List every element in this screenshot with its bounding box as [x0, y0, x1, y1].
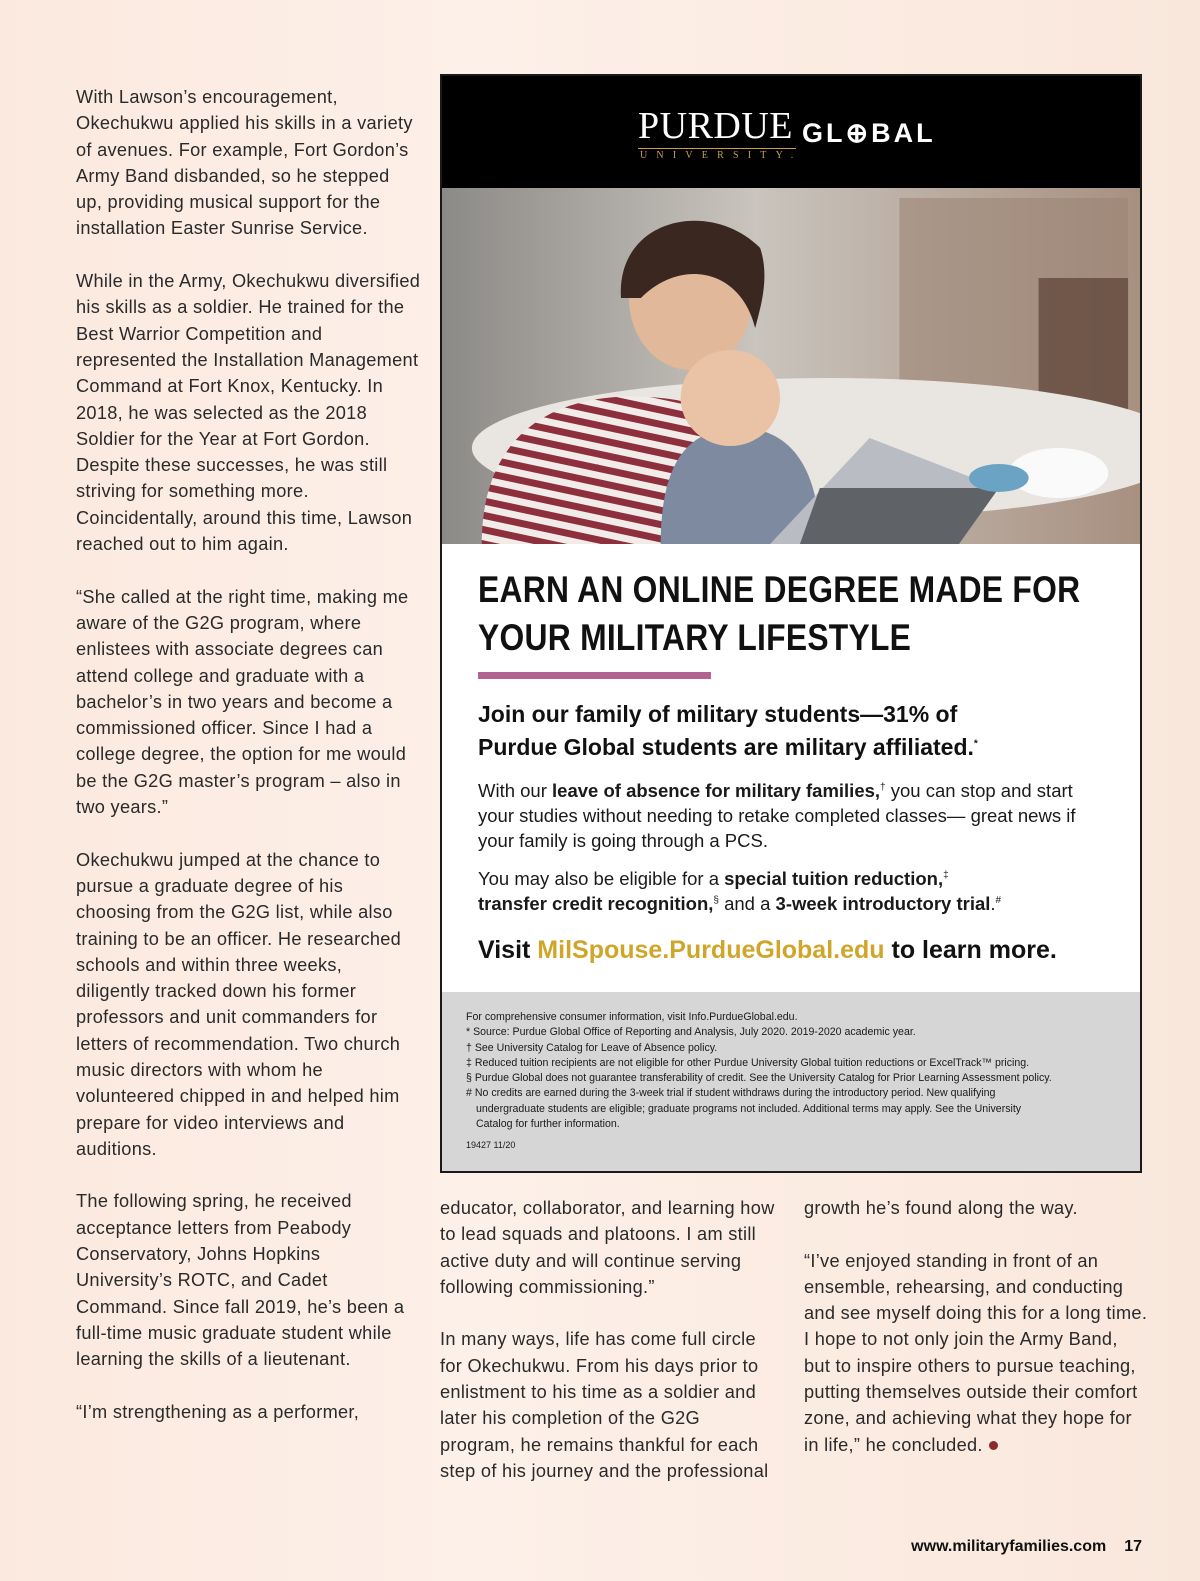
paragraph: educator, collaborator, and learning how to lead squads and platoons. I am still active duty and will continue serving following commissioning.” — [440, 1198, 775, 1297]
disclaimer-line: Catalog for further information. — [476, 1118, 620, 1131]
ad-subhead — [478, 698, 1098, 764]
footer-url-link[interactable]: www.militaryfamilies.com — [911, 1538, 1107, 1555]
paragraph: “I’m strengthening as a performer, — [76, 1401, 360, 1422]
disclaimer-line: # No credits are earned during the 3-week trial if student withdraws during the introductory period. New qualifying — [466, 1087, 996, 1100]
ad-disclaimer — [442, 992, 1140, 1173]
paragraph: In many ways, life has come full circle for Okechukwu. From his days prior to enlistment to his time as a soldier and later his completion of the G2G program, he remains thankful for each step of his journey and the professional — [440, 1329, 769, 1481]
article-column-1 — [76, 84, 421, 1451]
disclaimer-line: For comprehensive consumer information, visit Info.PurdueGlobal.edu. — [466, 1011, 798, 1023]
body-text: . — [990, 893, 996, 914]
paragraph: With Lawson’s encouragement, Okechukwu applied his skills in a variety of avenues. For example, Fort Gordon’s Army Band disbanded, so he stepped up, providing musical support for the installation Easter Sunrise Service. — [76, 87, 413, 239]
body-text: You may also be eligible for a — [478, 868, 725, 889]
logo-rule — [638, 148, 796, 149]
subhead-line: Join our family of military students—31% of — [478, 701, 958, 727]
ad-header — [442, 76, 1140, 188]
cta-text: Visit — [478, 936, 538, 964]
disclaimer-line: † See University Catalog for Leave of Absence policy. — [466, 1041, 718, 1054]
disclaimer-line: * Source: Purdue Global Office of Reporting and Analysis, July 2020. 2019-2020 academic year. — [466, 1026, 916, 1039]
footnote-mark: # — [995, 894, 1002, 906]
body-text: and a — [718, 893, 776, 914]
body-text: With our — [478, 780, 553, 801]
ad-body-paragraph — [478, 866, 1098, 916]
subhead-line — [478, 731, 1098, 764]
paragraph: While in the Army, Okechukwu diversified his skills as a soldier. He trained for the Best Warrior Competition and represented the Installation Management Command at Fort Knox, Kentucky. In 2018, he was selected as the 2018 Soldier for the Year at Fort Gordon. Despite these successes, he was still striving for something more. Coincidentally, around this time, Lawson reached out to him again. — [76, 271, 421, 555]
paragraph: The following spring, he received acceptance letters from Peabody Conservatory, Johns Hopkins University’s ROTC, and Cadet Command. Since fall 2019, he’s been a full-time music graduate student while learning the skills of a lieutenant. — [76, 1191, 405, 1370]
article-column-2 — [440, 1195, 780, 1511]
body-bold-text: 3-week introductory trial — [775, 893, 991, 914]
subhead-line-text: Purdue Global students are military affiliated. — [478, 734, 974, 760]
purdue-global-advertisement — [440, 74, 1142, 1173]
footnote-mark: § — [713, 894, 719, 906]
ad-headline — [478, 566, 1081, 662]
headline-line: EARN AN ONLINE DEGREE MADE FOR — [478, 569, 1081, 610]
footnote-mark: * — [973, 738, 978, 750]
footnote-mark: ‡ — [943, 869, 949, 881]
body-text: you can stop and start your studies without needing to retake completed classes— great news if your family is going through a PCS. — [478, 780, 1076, 851]
closing-paragraph-text: “I’ve enjoyed standing in front of an ensemble, rehearsing, and conducting and see myself doing this for a long time. I hope to not only join the Army Band, but to inspire others to pursue teaching, putting themselves outside their comfort zone, and achieving what they hope for in life,” he concluded. — [804, 1250, 1148, 1455]
disclaimer-line: § Purdue Global does not guarantee transferability of credit. See the University Catalog for Prior Learning Assessment policy. — [466, 1072, 1052, 1085]
logo-university-text: UNIVERSITY. — [640, 150, 803, 161]
ad-code: 19427 11/20 — [466, 1140, 516, 1151]
footnote-mark: † — [880, 781, 886, 793]
ad-call-to-action — [478, 936, 1118, 965]
body-bold-text: special tuition reduction, — [724, 868, 944, 889]
headline-line: YOUR MILITARY LIFESTYLE — [478, 617, 912, 658]
body-bold-text: transfer credit recognition, — [478, 893, 714, 914]
disclaimer-line: undergraduate students are eligible; graduate programs not included. Additional terms may apply. See the University — [476, 1102, 1022, 1115]
mother-and-baby-laptop-photo — [442, 188, 1140, 544]
article-column-3 — [804, 1195, 1149, 1484]
page-number: 17 — [1124, 1538, 1142, 1555]
ad-body-paragraph — [478, 778, 1098, 853]
page-footer — [911, 1538, 1142, 1556]
cta-url-link[interactable]: MilSpouse.PurdueGlobal.edu — [537, 936, 885, 964]
end-mark-icon — [989, 1441, 998, 1450]
paragraph: “She called at the right time, making me aware of the G2G program, where enlistees with associate degrees can attend college and graduate with a bachelor’s in two years and become a commissioned officer. Since I had a college degree, the option for me would be the G2G master’s program – also in two years.” — [76, 586, 409, 818]
paragraph — [804, 1248, 1149, 1458]
disclaimer-line: ‡ Reduced tuition recipients are not eligible for other Purdue University Global tuition reductions or ExcelTrack™ pricing. — [466, 1056, 1030, 1069]
logo-purdue-text: PURDUE — [638, 105, 794, 147]
accent-bar — [478, 672, 711, 679]
logo-global-text: GL⊕BAL — [802, 118, 936, 148]
paragraph: growth he’s found along the way. — [804, 1198, 1078, 1218]
cta-text: to learn more. — [884, 936, 1057, 964]
body-bold-text: leave of absence for military families, — [552, 780, 881, 801]
paragraph: Okechukwu jumped at the chance to pursue a graduate degree of his choosing from the G2G list, while also training to be an officer. He researched schools and within three weeks, diligently tracked down his former professors and unit commanders for letters of recommendation. Two church music directors with whom he volunteered chipped in and helped him prepare for video interviews and auditions. — [76, 849, 402, 1159]
